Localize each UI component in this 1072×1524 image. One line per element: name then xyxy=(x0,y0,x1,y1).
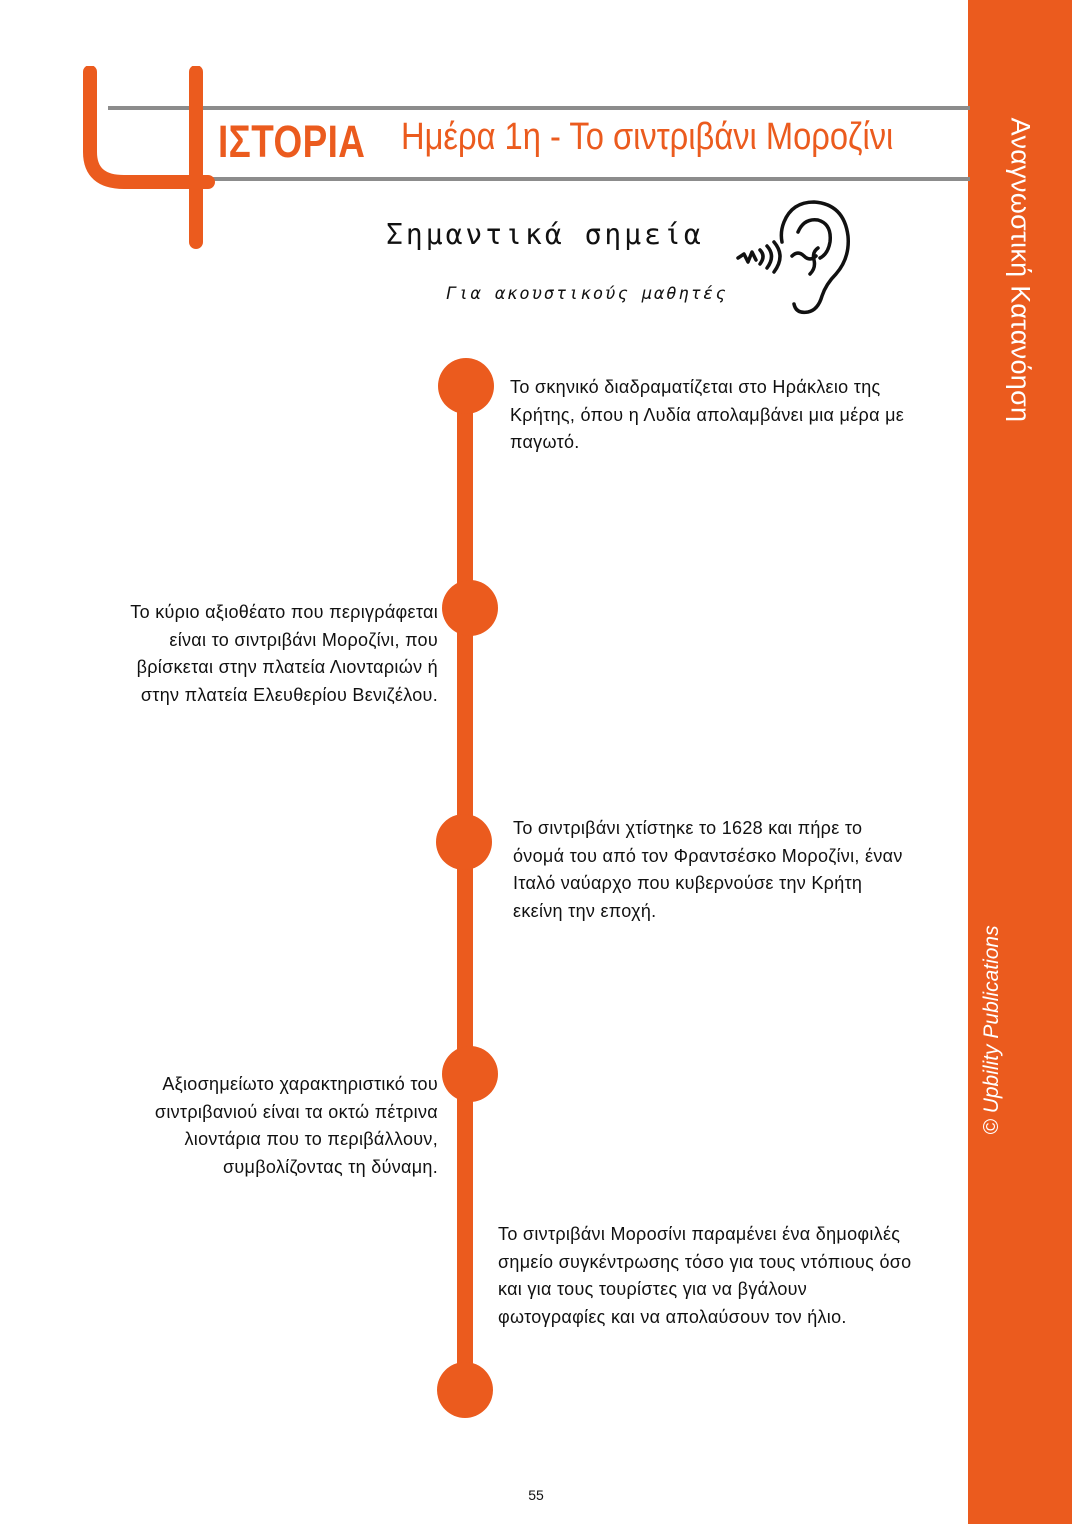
audience-subtitle: Για ακουστικούς μαθητές xyxy=(446,284,728,304)
timeline-item: Αξιοσημείωτο χαρακτηριστικό του σιντριβανιού είναι τα οκτώ πέτρινα λιοντάρια που το περιβάλλουν, συμβολίζοντας τη δύναμη. xyxy=(154,1074,438,1177)
timeline-dot xyxy=(438,358,494,414)
header-rule-top xyxy=(108,106,970,110)
subject-initial-letter xyxy=(78,66,218,250)
timeline-item: Το κύριο αξιοθέατο που περιγράφεται είναι το σιντριβάνι Μοροζίνι, που βρίσκεται στην πλατεία Λιονταριών ή στην πλατεία Ελευθερίου Βενιζέλου. xyxy=(130,602,438,705)
key-points-heading: Σημαντικά σημεία xyxy=(386,218,704,251)
timeline-dot xyxy=(442,580,498,636)
timeline-line xyxy=(457,386,473,1392)
copyright-notice: © Upbility Publications xyxy=(980,925,1003,1135)
timeline-item: Το σιντριβάνι χτίστηκε το 1628 και πήρε το όνομά του από τον Φραντσέσκο Μοροζίνι, έναν Ιταλό ναύαρχο που κυβερνούσε την Κρήτη εκείνη την εποχή. xyxy=(513,818,903,921)
subject-title: ΙΣΤΟΡΙΑ xyxy=(218,116,366,167)
timeline-item: Το σκηνικό διαδραματίζεται στο Ηράκλειο της Κρήτης, όπου η Λυδία απολαμβάνει μια μέρα με παγωτό. xyxy=(510,377,905,452)
timeline-dot xyxy=(436,814,492,870)
timeline-dot xyxy=(442,1046,498,1102)
page-number: 55 xyxy=(528,1487,544,1503)
timeline-item: Το σιντριβάνι Μοροσίνι παραμένει ένα δημοφιλές σημείο συγκέντρωσης τόσο για τους ντόπιους όσο και για τους τουρίστες για να βγάλουν φωτογραφίες και να απολαύσουν τον ήλιο. xyxy=(498,1224,912,1327)
lesson-title: Ημέρα 1η - Το σιντριβάνι Μοροζίνι xyxy=(401,116,894,158)
ear-icon xyxy=(734,196,858,320)
sidebar-title: Αναγνωστική Κατανόηση xyxy=(1005,117,1036,423)
header-rule-bottom xyxy=(206,177,970,181)
timeline-dot xyxy=(437,1362,493,1418)
